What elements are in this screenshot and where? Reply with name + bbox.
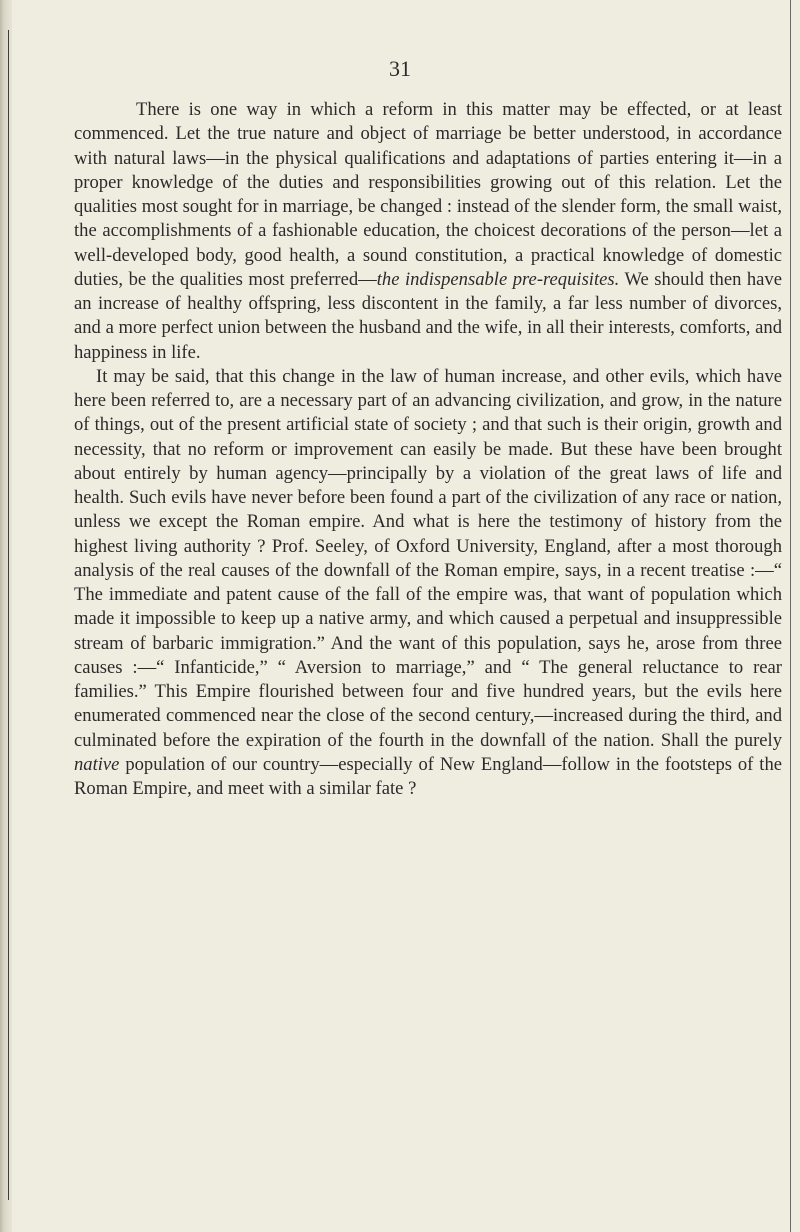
- paragraph-2-text-start: It may be said, that this change in the law of human increase, and other evils, which have here been referred to, are a necessary part of an advancing civilization, and grow, in the nature of things, out of the present artificial state of society ; and that such is their origin, growth and necessity, that no reform or improvement can easily be made. But these have been brought about entirely by human agency—principally by a violation of the great laws of life and health. Such evils have never before been found a part of the civilization of any race or nation, unless we except the Roman empire. And what is here the testimony of history from the highest living authority ? Prof. Seeley, of Oxford University, England, after a most thorough analysis of the real causes of the downfall of the Roman empire, says, in a recent treatise :—“ The immediate and patent cause of the fall of the empire was, that want of population which made it impossible to keep up a native army, and which caused a perpetual and insuppressible stream of barbaric immigration.” And the want of this population, says he, arose from three causes :—“ Infanticide,” “ Aversion to marriage,” and “ The general reluctance to rear families.” This Empire flourished between four and five hundred years, but the evils here enumerated commenced near the close of the second century,—increased during the third, and culminated before the expiration of the fourth in the downfall of the nation. Shall the purely: [74, 365, 782, 751]
- paragraph-1: [74, 98, 782, 365]
- paragraph-1-emphasis: the indispensable pre-requisites.: [376, 268, 620, 290]
- paragraph-1-text-end: We should then have an increase of healthy offspring, less discontent in the family, a far less number of divorces, and a more perfect union between the husband and the wife, in all their interests, comforts, and happiness in life.: [74, 268, 782, 363]
- paragraph-2-emphasis: native: [74, 753, 120, 775]
- paragraph-2: [74, 365, 782, 802]
- right-border-line: [790, 0, 791, 1232]
- paragraph-1-text-start: There is one way in which a reform in this matter may be effected, or at least commenced. Let the true nature and object of marriage be better understood, in accordance with natural laws—in the physical qualifications and adaptations of parties entering it—in a proper knowledge of the duties and responsibilities growing out of this relation. Let the qualities most sought for in marriage, be changed : instead of the slender form, the small waist, the accomplishments of a fashionable education, the choicest decorations of the person—let a well-developed body, good health, a sound constitution, a practical knowledge of domestic duties, be the qualities most preferred—: [74, 99, 782, 290]
- left-border-line: [8, 30, 9, 1200]
- paragraph-2-text-end: population of our country—especially of New England—follow in the footsteps of the Roman Empire, and meet with a similar fate ?: [74, 753, 782, 799]
- page-number: 31: [389, 56, 411, 81]
- body-text: [74, 98, 782, 801]
- page-binding-edge: [0, 0, 12, 1232]
